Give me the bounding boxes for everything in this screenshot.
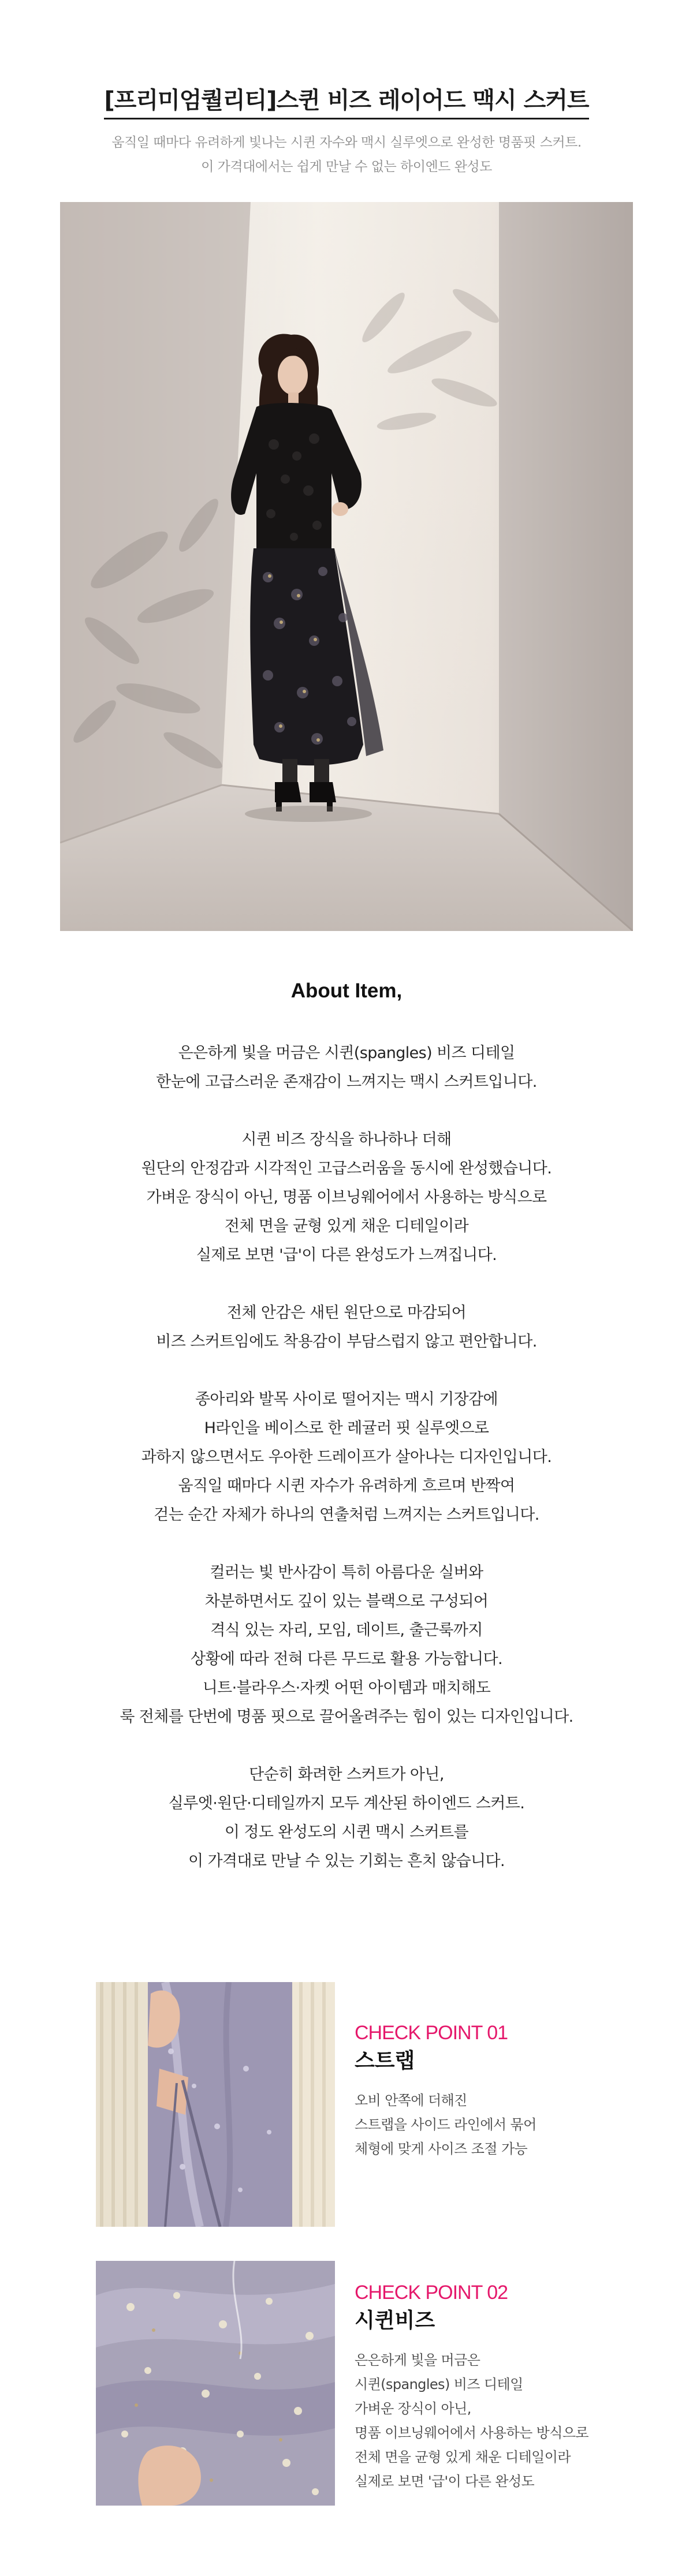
about-text-line: 이 정도 완성도의 시퀸 맥시 스커트를 [224,1823,469,1841]
check-point-desc-line: 전체 면을 균형 있게 채운 디테일이라 [355,2449,571,2465]
about-text-line: 격식 있는 자리, 모임, 데이트, 출근룩까지 [210,1621,483,1639]
about-text-line: 상황에 따라 전혀 다른 무드로 활용 가능합니다. [190,1650,503,1668]
check-point-desc-line: 체형에 맞게 사이즈 조절 가능 [355,2141,528,2157]
about-text-line: 과하지 않으면서도 우아한 드레이프가 살아나는 디자인입니다. [141,1448,552,1466]
check-point-02-label: CHECK POINT 02 [355,2282,508,2304]
check-point-02-text [355,2280,643,2493]
about-text-line: 전체 안감은 새틴 원단으로 마감되어 [226,1304,467,1322]
about-text-line: 종아리와 발목 사이로 떨어지는 맥시 기장감에 [195,1390,498,1408]
about-text-line: H라인을 베이스로 한 레귤러 핏 실루엣으로 [204,1419,489,1437]
check-point-desc-line: 스트랩을 사이드 라인에서 묶어 [355,2117,536,2133]
about-text-line: 실제로 보면 '급'이 다른 완성도가 느껴집니다. [196,1246,497,1264]
check-point-desc-line: 명품 이브닝웨어에서 사용하는 방식으로 [355,2425,589,2441]
check-point-desc-line: 시퀸(spangles) 비즈 디테일 [355,2376,523,2392]
about-item-description [0,1039,693,1876]
about-text-line: 전체 면을 균형 있게 채운 디테일이라 [224,1217,469,1235]
check-point-desc-line: 은은하게 빛을 머금은 [355,2352,480,2368]
about-text-line: 이 가격대로 만날 수 있는 기회는 흔치 않습니다. [188,1852,505,1870]
check-point-02-photo [96,2261,335,2506]
check-point-desc-line: 오비 안쪽에 더해진 [355,2092,467,2108]
check-point-02-description [355,2348,643,2493]
check-point-desc-line: 가벼운 장식이 아닌, [355,2401,471,2417]
about-text-line: 컬러는 빛 반사감이 특히 아름다운 실버와 [210,1564,483,1582]
about-text-line: 원단의 안정감과 시각적인 고급스러움을 동시에 완성했습니다. [141,1160,552,1177]
check-point-01-description [355,2088,643,2161]
about-text-line: 은은하게 빛을 머금은 시퀸(spangles) 비즈 디테일 [178,1044,515,1062]
check-point-01-text [355,2020,643,2161]
check-point-01-name: 스트랩 [355,2049,415,2073]
hero-model-photo [60,202,633,931]
about-text-line: 걷는 순간 자체가 하나의 연출처럼 느껴지는 스커트입니다. [154,1506,539,1524]
product-subtitle-line: 움직일 때마다 유려하게 빛나는 시퀸 자수와 맥시 실루엣으로 완성한 명품핏 스커트. [111,135,582,150]
about-text-line: 룩 전체를 단번에 명품 핏으로 끌어올려주는 힘이 있는 디자인입니다. [120,1708,573,1726]
check-point-desc-line: 실제로 보면 '급'이 다른 완성도 [355,2473,535,2489]
check-point-01-label: CHECK POINT 01 [355,2022,508,2044]
about-text-line: 단순히 화려한 스커트가 아닌, [249,1766,444,1784]
about-text-line: 차분하면서도 깊이 있는 블랙으로 구성되어 [204,1592,489,1610]
product-subtitle-line: 이 가격대에서는 쉽게 만날 수 없는 하이엔드 완성도 [201,159,492,174]
about-text-line: 한눈에 고급스러운 존재감이 느껴지는 맥시 스커트입니다. [156,1073,537,1091]
about-text-line: 시퀸 비즈 장식을 하나하나 더해 [241,1131,452,1149]
about-text-line: 비즈 스커트임에도 착용감이 부담스럽지 않고 편안합니다. [156,1333,537,1351]
about-text-line: 니트·블라우스·자켓 어떤 아이템과 매치해도 [202,1679,491,1697]
about-text-line: 움직일 때마다 시퀸 자수가 유려하게 흐르며 반짝여 [178,1477,515,1495]
check-point-01-photo [96,1982,335,2227]
about-item-heading: About Item, [290,979,403,1002]
product-title [0,85,693,119]
product-title-text: [프리미엄퀄리티]스퀸 비즈 레이어드 맥시 스커트 [104,85,588,119]
about-text-line: 실루엣·원단·디테일까지 모두 계산된 하이엔드 스커트. [168,1794,525,1812]
check-point-02-name: 시퀸비즈 [355,2309,435,2332]
about-text-line: 가벼운 장식이 아닌, 명품 이브닝웨어에서 사용하는 방식으로 [146,1188,547,1206]
